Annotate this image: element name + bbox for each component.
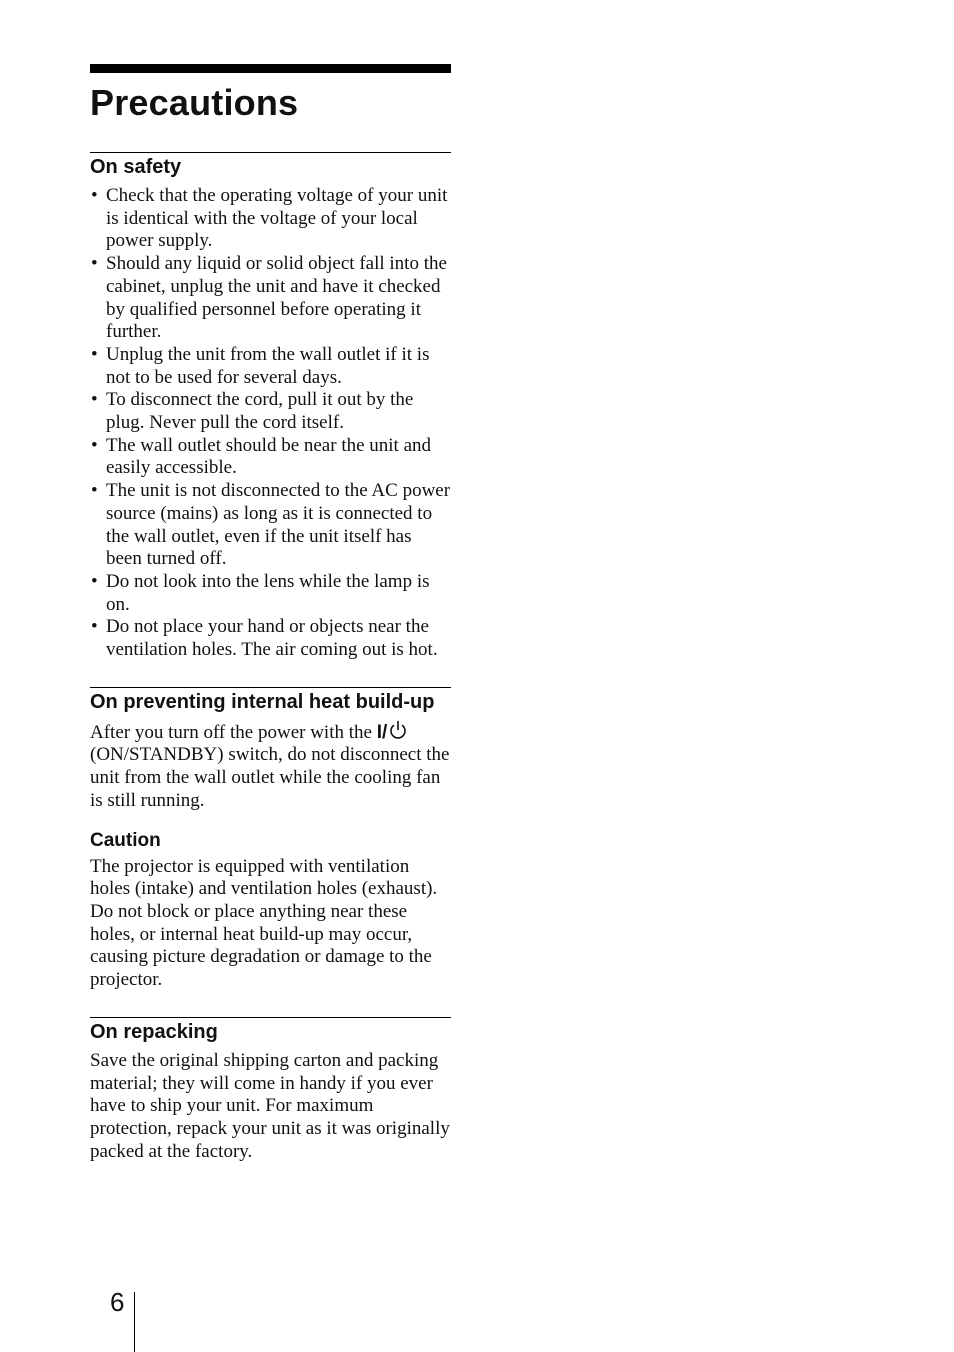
section-safety xyxy=(90,152,451,662)
section-rule xyxy=(90,152,451,153)
switch-symbol: I/ xyxy=(376,721,388,743)
section-heading-repacking: On repacking xyxy=(90,1020,218,1043)
section-rule xyxy=(90,1017,451,1018)
list-item: • The unit is not disconnected to the AC power source (mains) as long as it is connected to the wall outlet, even if the unit itself has been turned off. xyxy=(91,480,451,570)
list-item: • To disconnect the cord, pull it out by the plug. Never pull the cord itself. xyxy=(91,389,414,434)
list-item: • Should any liquid or solid object fall into the cabinet, unplug the unit and have it checked by qualified personnel before operating it further. xyxy=(91,253,447,343)
list-item: • Do not place your hand or objects near the ventilation holes. The air coming out is hot. xyxy=(91,616,438,661)
bullet: • xyxy=(91,480,98,502)
bullet: • xyxy=(91,434,98,456)
list-item: • Do not look into the lens while the lamp is on. xyxy=(91,570,430,615)
section-heat xyxy=(90,687,451,992)
caution-paragraph: The projector is equipped with ventilation holes (intake) and ventilation holes (exhaust). Do not block or place anything near these holes, or internal heat build-up may occur, causing picture degradation or damage to the projector. xyxy=(90,855,438,991)
power-standby-icon xyxy=(389,720,407,740)
list-item: • Check that the operating voltage of your unit is identical with the voltage of your local power supply. xyxy=(91,185,448,252)
bullet: • xyxy=(91,185,98,206)
bullet: • xyxy=(91,253,98,275)
page-number-rule xyxy=(134,1292,135,1352)
list-item: • Unplug the unit from the wall outlet if it is not to be used for several days. xyxy=(91,343,430,388)
bullet: • xyxy=(91,389,98,411)
title-rule xyxy=(90,64,451,73)
section-rule xyxy=(90,687,451,688)
section-repacking xyxy=(90,1017,451,1164)
caution-heading: Caution xyxy=(90,829,161,851)
section-heading-heat: On preventing internal heat build-up xyxy=(90,690,435,713)
content-column xyxy=(90,64,451,1163)
safety-list xyxy=(90,185,451,662)
list-item: • The wall outlet should be near the unit and easily accessible. xyxy=(91,434,432,479)
bullet: • xyxy=(91,343,98,365)
bullet: • xyxy=(91,616,98,638)
section-heading-safety: On safety xyxy=(90,156,182,178)
repacking-paragraph: Save the original shipping carton and packing material; they will come in handy if you ever have to ship your unit. For maximum protection, repack your unit as it was originally packed at the factory. xyxy=(90,1049,450,1162)
page-title: Precautions xyxy=(90,82,299,123)
bullet: • xyxy=(91,570,98,592)
heat-paragraph: After you turn off the power with the I/ (ON/STANDBY) switch, do not disconnect the unit from the wall outlet while the cooling fan is still running. xyxy=(90,721,450,811)
page-number: 6 xyxy=(110,1287,125,1317)
